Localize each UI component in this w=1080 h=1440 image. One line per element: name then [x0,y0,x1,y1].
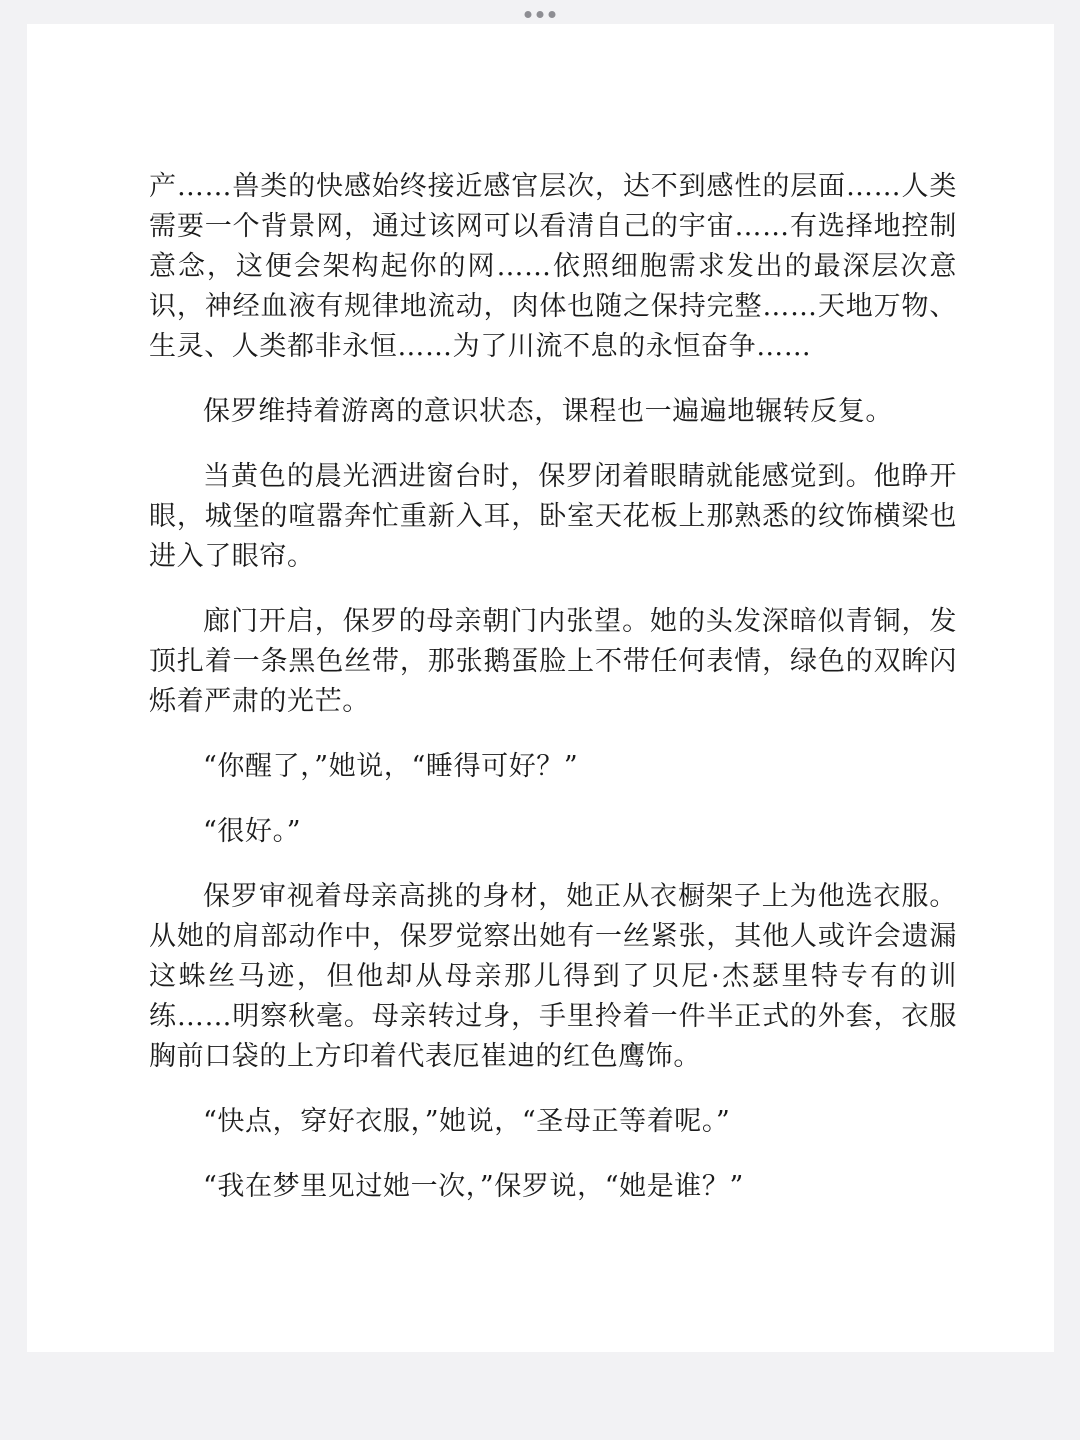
paragraph: 保罗审视着母亲高挑的身材，她正从衣橱架子上为他选衣服。从她的肩部动作中，保罗觉察出她有一丝紧张，其他人或许会遗漏这蛛丝马迹，但他却从母亲那儿得到了贝尼·杰瑟里特专有的训练……明察秋毫。母亲转过身，手里拎着一件半正式的外套，衣服胸前口袋的上方印着代表厄崔迪的红色鹰饰。 [149,881,957,1072]
page-text [149,167,957,1232]
book-page[interactable] [27,24,1054,1352]
paragraph: “我在梦里见过她一次，”保罗说，“她是谁？” [203,1171,744,1202]
paragraph: 产……兽类的快感始终接近感官层次，达不到感性的层面……人类需要一个背景网，通过该网可以看清自己的宇宙……有选择地控制意念，这便会架构起你的网……依照细胞需求发出的最深层次意识，神经血液有规律地流动，肉体也随之保持完整……天地万物、生灵、人类都非永恒……为了川流不息的永恒奋争…… [149,171,957,362]
dot-icon [525,11,532,18]
dot-icon [537,11,544,18]
paragraph: “快点，穿好衣服，”她说，“圣母正等着呢。” [203,1106,731,1137]
paragraph: 当黄色的晨光洒进窗台时，保罗闭着眼睛就能感觉到。他睁开眼，城堡的喧嚣奔忙重新入耳，卧室天花板上那熟悉的纹饰横梁也进入了眼帘。 [149,461,957,572]
dot-icon [549,11,556,18]
paragraph: 廊门开启，保罗的母亲朝门内张望。她的头发深暗似青铜，发顶扎着一条黑色丝带，那张鹅蛋脸上不带任何表情，绿色的双眸闪烁着严肃的光芒。 [149,606,957,717]
more-options-handle[interactable] [525,8,556,20]
paragraph: “很好。” [203,816,302,847]
paragraph: “你醒了，”她说，“睡得可好？” [203,751,579,782]
paragraph: 保罗维持着游离的意识状态，课程也一遍遍地辗转反复。 [203,396,893,427]
